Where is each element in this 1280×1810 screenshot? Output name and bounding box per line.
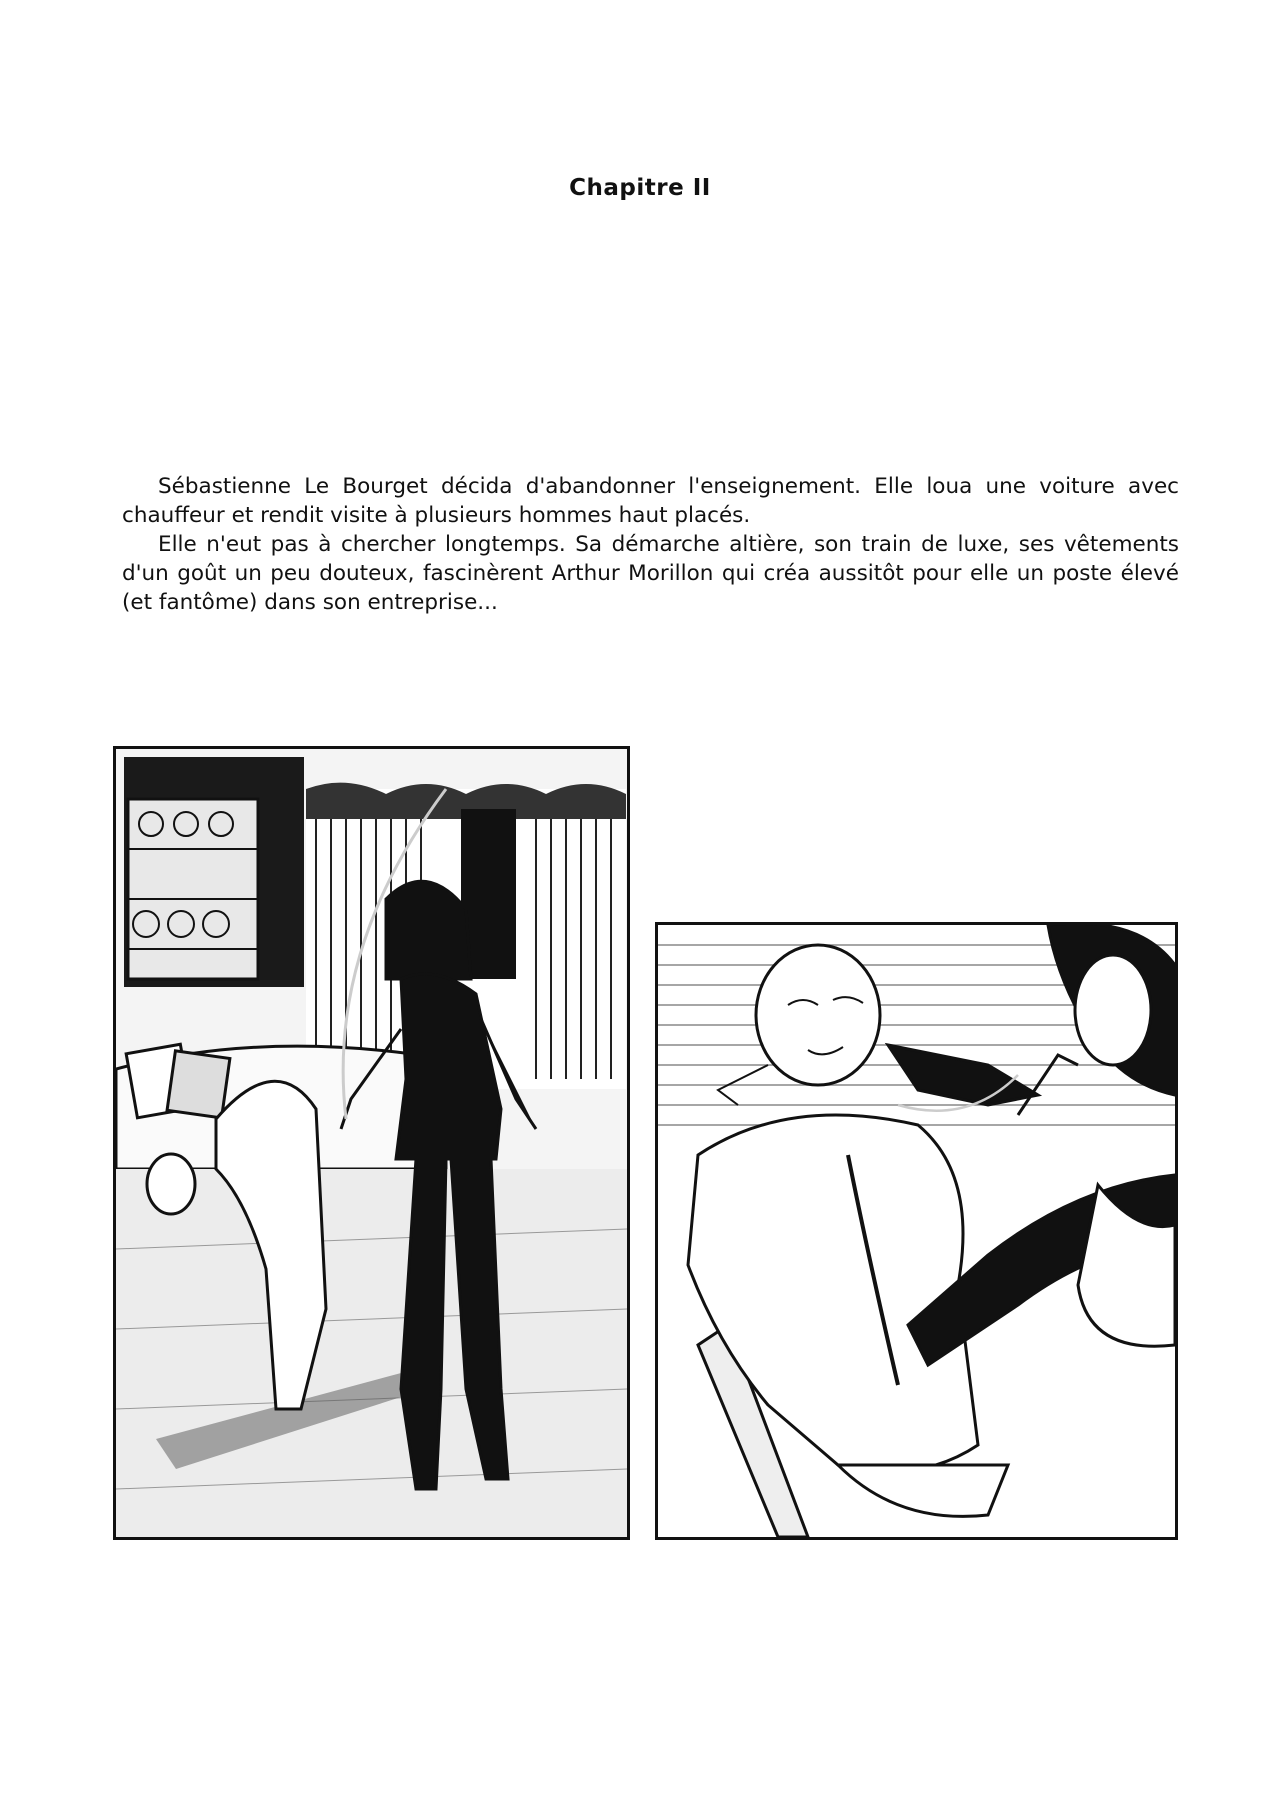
- chapter-title: Chapitre II: [569, 175, 711, 201]
- comic-panel-2: [655, 922, 1178, 1540]
- comic-panel-1: [113, 746, 630, 1540]
- panel-2-illustration: [658, 925, 1175, 1537]
- paragraph-2: Elle n'eut pas à chercher longtemps. Sa démarche altière, son train de luxe, ses vêtements d'un goût un peu douteux, fascinèrent Arthur Morillon qui créa aussitôt pour elle un poste élevé (et fantôme) dans son entreprise...: [122, 532, 1179, 615]
- body-text: [122, 472, 1179, 617]
- panel-1-illustration: [116, 749, 627, 1537]
- paragraph-1: Sébastienne Le Bourget décida d'abandonner l'enseignement. Elle loua une voiture avec chauffeur et rendit visite à plusieurs hommes haut placés.: [122, 474, 1179, 528]
